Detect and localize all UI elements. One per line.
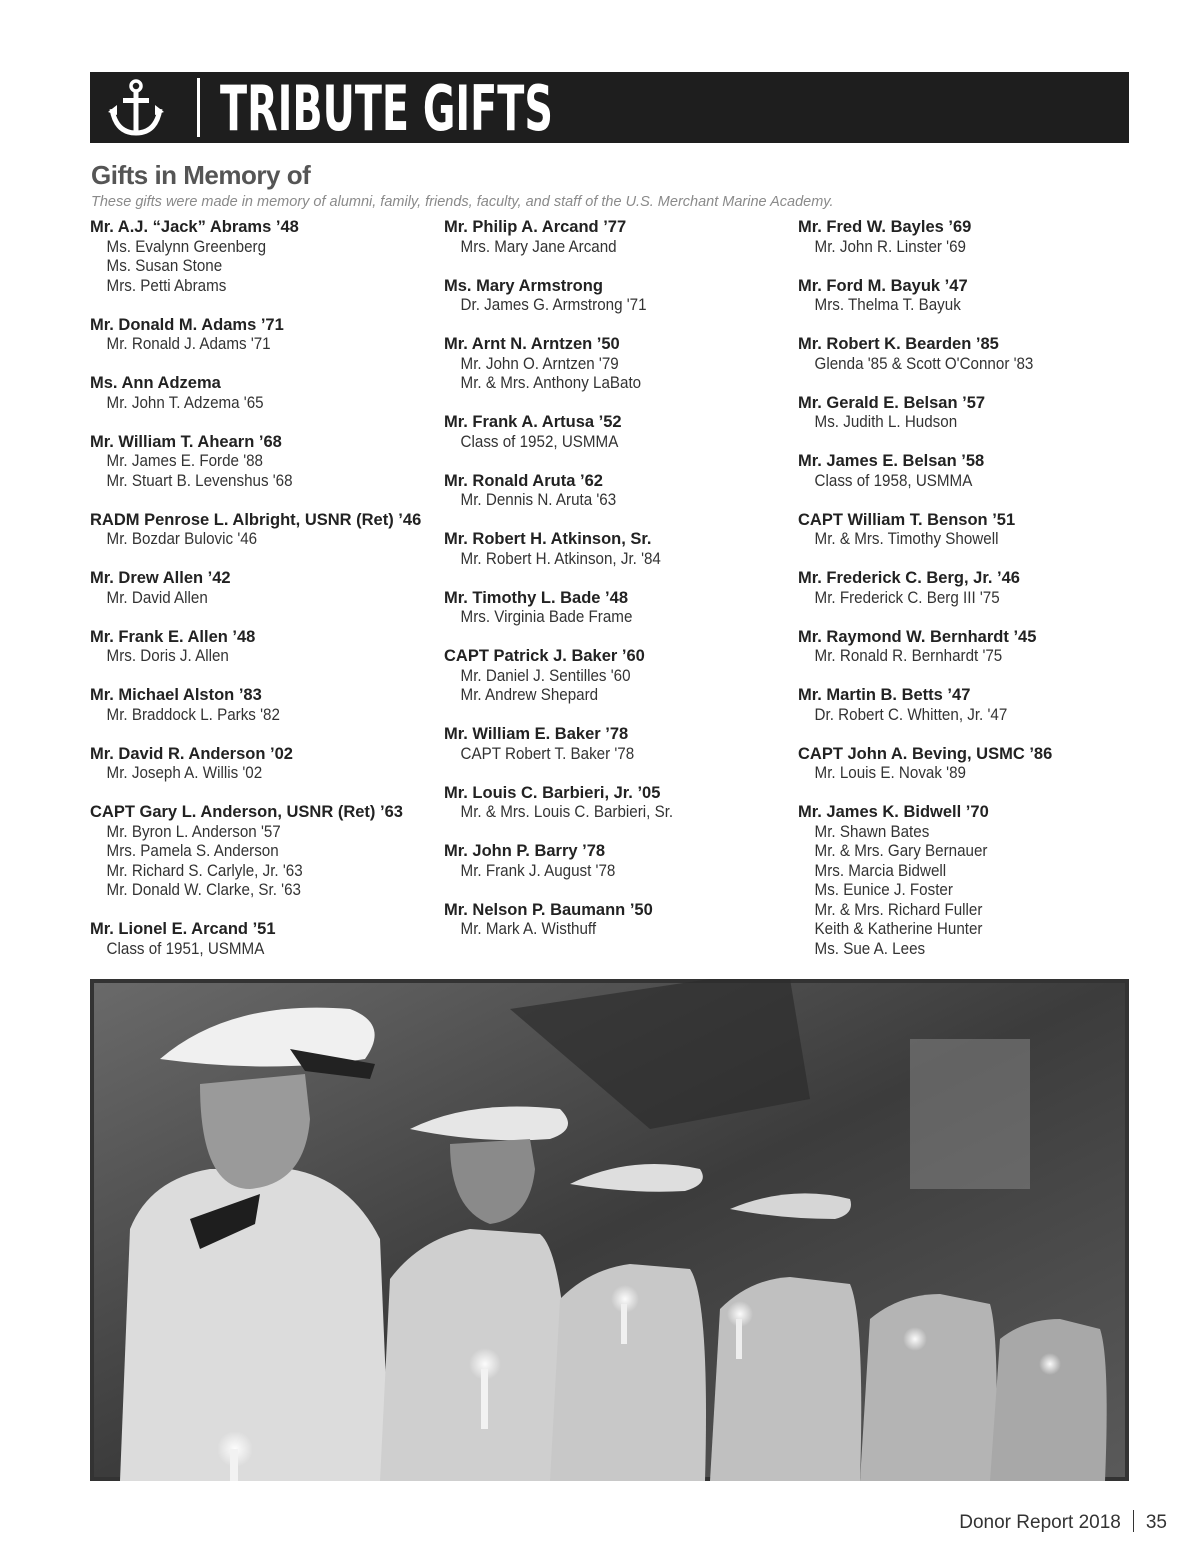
donor-name: Mr. Robert H. Atkinson, Jr. '84 <box>460 549 661 568</box>
honoree-name: Mr. Gerald E. Belsan ’57 <box>798 393 986 412</box>
honoree-name: Mr. Louis C. Barbieri, Jr. ’05 <box>444 783 661 802</box>
banner-title: TRIBUTE GIFTS <box>220 72 553 145</box>
tribute-entry <box>798 218 1148 257</box>
donor-name: Mr. Frederick C. Berg III '75 <box>814 588 1000 607</box>
tribute-entry <box>798 803 1148 959</box>
tribute-entry <box>798 277 1148 316</box>
tribute-entry <box>90 686 440 725</box>
donor-name: CAPT Robert T. Baker '78 <box>460 744 635 763</box>
tribute-entry <box>798 335 1148 374</box>
donor-name: Mr. James E. Forde '88 <box>106 452 264 470</box>
donor-name: Mr. & Mrs. Anthony LaBato <box>460 374 642 392</box>
donor-name: Mr. John R. Linster '69 <box>814 237 966 256</box>
donor-name: Class of 1952, USMMA <box>460 432 619 451</box>
tribute-entry <box>444 725 794 764</box>
honoree-name: Mr. James E. Belsan ’58 <box>798 452 985 470</box>
honoree-name: Mr. Michael Alston ’83 <box>90 686 262 704</box>
donor-name: Mr. Richard S. Carlyle, Jr. '63 <box>106 861 303 880</box>
section-title: Gifts in Memory of <box>91 160 311 190</box>
tribute-entry <box>90 218 440 296</box>
footer-divider <box>1133 1510 1134 1532</box>
honoree-name: Mr. Fred W. Bayles ’69 <box>798 218 972 236</box>
honoree-name: Mr. Robert K. Bearden ’85 <box>798 335 999 353</box>
honoree-name: Mr. William E. Baker ’78 <box>444 725 629 743</box>
donor-name: Ms. Sue A. Lees <box>814 939 926 958</box>
tribute-entry <box>90 374 440 413</box>
anchor-icon <box>108 79 164 137</box>
honoree-name: CAPT Gary L. Anderson, USNR (Ret) ’63 <box>90 803 403 821</box>
donor-name: Mrs. Doris J. Allen <box>106 647 229 665</box>
donor-name: Mr. Ronald R. Bernhardt '75 <box>814 647 1003 665</box>
publication-title: Donor Report 2018 <box>959 1512 1121 1533</box>
donor-name: Mrs. Virginia Bade Frame <box>460 608 633 626</box>
donor-name: Ms. Judith L. Hudson <box>814 413 958 431</box>
honoree-name: Mr. Lionel E. Arcand ’51 <box>90 920 276 938</box>
donor-name: Mr. John O. Arntzen '79 <box>460 354 619 373</box>
honoree-name: CAPT William T. Benson ’51 <box>798 510 1016 529</box>
tribute-column-1 <box>90 218 440 979</box>
honoree-name: Mr. Raymond W. Bernhardt ’45 <box>798 627 1037 646</box>
donor-name: Mr. Bozdar Bulovic '46 <box>106 530 258 548</box>
honoree-name: RADM Penrose L. Albright, USNR (Ret) ’46 <box>90 510 422 529</box>
donor-name: Mr. John T. Adzema '65 <box>106 393 264 412</box>
honoree-name: Mr. Drew Allen ’42 <box>90 569 231 587</box>
donor-name: Mr. Shawn Bates <box>814 822 930 841</box>
tribute-entry <box>444 413 794 452</box>
honoree-name: Mr. Timothy L. Bade ’48 <box>444 588 628 607</box>
honoree-name: Mr. Ronald Aruta ’62 <box>444 471 603 490</box>
donor-name: Ms. Eunice J. Foster <box>814 881 953 899</box>
tribute-entry <box>798 394 1148 433</box>
honoree-name: Mr. Frank A. Artusa ’52 <box>444 413 622 431</box>
section-banner <box>90 72 1129 143</box>
honoree-name: CAPT John A. Beving, USMC ’86 <box>798 744 1053 763</box>
honoree-name: Mr. Frederick C. Berg, Jr. ’46 <box>798 569 1020 587</box>
donor-name: Mr. Donald W. Clarke, Sr. '63 <box>106 881 301 899</box>
tribute-entry <box>444 901 794 940</box>
tribute-entry <box>444 472 794 511</box>
section-subtitle: These gifts were made in memory of alumni, family, friends, faculty, and staff of the U.S. Merchant Marine Academy. <box>91 194 834 210</box>
honoree-name: CAPT Patrick J. Baker ’60 <box>444 647 645 665</box>
tribute-entry <box>798 745 1148 784</box>
donor-name: Mr. Byron L. Anderson '57 <box>106 822 281 841</box>
donor-name: Mr. Dennis N. Aruta '63 <box>460 491 617 509</box>
donor-name: Mr. Braddock L. Parks '82 <box>106 705 280 724</box>
tribute-entry <box>444 530 794 569</box>
donor-name: Mr. Mark A. Wisthuff <box>460 920 597 938</box>
honoree-name: Ms. Mary Armstrong <box>444 276 603 295</box>
donor-name: Mr. & Mrs. Timothy Showell <box>814 530 999 548</box>
page-number: 35 <box>1145 1512 1167 1533</box>
donor-name: Mrs. Petti Abrams <box>106 276 227 295</box>
honoree-name: Mr. Ford M. Bayuk ’47 <box>798 276 968 295</box>
honoree-name: Mr. Robert H. Atkinson, Sr. <box>444 530 652 548</box>
donor-name: Mr. & Mrs. Richard Fuller <box>814 900 983 919</box>
tribute-entry <box>798 686 1148 725</box>
honoree-name: Mr. A.J. “Jack” Abrams ’48 <box>90 218 299 236</box>
tribute-column-2 <box>444 218 794 959</box>
honoree-name: Mr. James K. Bidwell ’70 <box>798 803 989 821</box>
photo-illustration <box>90 979 1129 1481</box>
donor-name: Mr. Andrew Shepard <box>460 686 599 704</box>
donor-name: Mr. & Mrs. Louis C. Barbieri, Sr. <box>460 803 674 821</box>
tribute-entry <box>90 569 440 608</box>
honoree-name: Mr. William T. Ahearn ’68 <box>90 432 282 451</box>
donor-name: Class of 1951, USMMA <box>106 939 265 958</box>
honoree-name: Mr. Arnt N. Arntzen ’50 <box>444 335 620 353</box>
honoree-name: Mr. Martin B. Betts ’47 <box>798 686 971 704</box>
donor-name: Dr. James G. Armstrong '71 <box>460 296 647 314</box>
donor-name: Mrs. Pamela S. Anderson <box>106 842 279 860</box>
tribute-entry <box>798 569 1148 608</box>
tribute-entry <box>90 316 440 355</box>
tribute-entry <box>444 784 794 823</box>
tribute-entry <box>90 745 440 784</box>
donor-name: Mr. Joseph A. Willis '02 <box>106 764 263 782</box>
tribute-entry <box>90 920 440 959</box>
honoree-name: Ms. Ann Adzema <box>90 374 221 392</box>
honoree-name: Mr. Philip A. Arcand ’77 <box>444 218 627 236</box>
honoree-name: Mr. Frank E. Allen ’48 <box>90 627 256 646</box>
donor-name: Ms. Evalynn Greenberg <box>106 237 267 256</box>
tribute-entry <box>444 589 794 628</box>
honoree-name: Mr. David R. Anderson ’02 <box>90 744 293 763</box>
donor-name: Mr. Daniel J. Sentilles '60 <box>460 666 631 685</box>
honoree-name: Mr. Donald M. Adams ’71 <box>90 315 284 334</box>
page-footer <box>959 1510 1167 1534</box>
tribute-entry <box>444 218 794 257</box>
honoree-name: Mr. John P. Barry ’78 <box>444 842 606 860</box>
donor-name: Mr. Stuart B. Levenshus '68 <box>106 471 293 490</box>
tribute-entry <box>444 842 794 881</box>
tribute-entry <box>798 452 1148 491</box>
tribute-column-3 <box>798 218 1148 979</box>
donor-name: Class of 1958, USMMA <box>814 471 973 490</box>
donor-name: Mr. Frank J. August '78 <box>460 861 616 880</box>
donor-name: Keith & Katherine Hunter <box>814 920 983 938</box>
tribute-entry <box>90 511 440 550</box>
donor-name: Mr. David Allen <box>106 588 208 607</box>
donor-name: Mr. & Mrs. Gary Bernauer <box>814 842 988 860</box>
tribute-entry <box>798 628 1148 667</box>
donor-name: Ms. Susan Stone <box>106 257 223 275</box>
donor-name: Glenda '85 & Scott O'Connor '83 <box>814 354 1034 373</box>
tribute-entry <box>90 628 440 667</box>
tribute-entry <box>90 433 440 492</box>
tribute-entry <box>444 335 794 394</box>
donor-name: Mrs. Thelma T. Bayuk <box>814 296 961 314</box>
candlelight-ceremony-photo <box>90 979 1129 1481</box>
donor-name: Mr. Louis E. Novak '89 <box>814 764 966 782</box>
tribute-entry <box>444 277 794 316</box>
donor-name: Mrs. Mary Jane Arcand <box>460 237 617 256</box>
tribute-entry <box>444 647 794 706</box>
banner-divider <box>197 78 200 137</box>
donor-name: Mr. Ronald J. Adams '71 <box>106 335 271 353</box>
tribute-entry <box>798 511 1148 550</box>
tribute-entry <box>90 803 440 901</box>
honoree-name: Mr. Nelson P. Baumann ’50 <box>444 900 653 919</box>
donor-name: Mrs. Marcia Bidwell <box>814 861 947 880</box>
donor-name: Dr. Robert C. Whitten, Jr. '47 <box>814 705 1008 724</box>
